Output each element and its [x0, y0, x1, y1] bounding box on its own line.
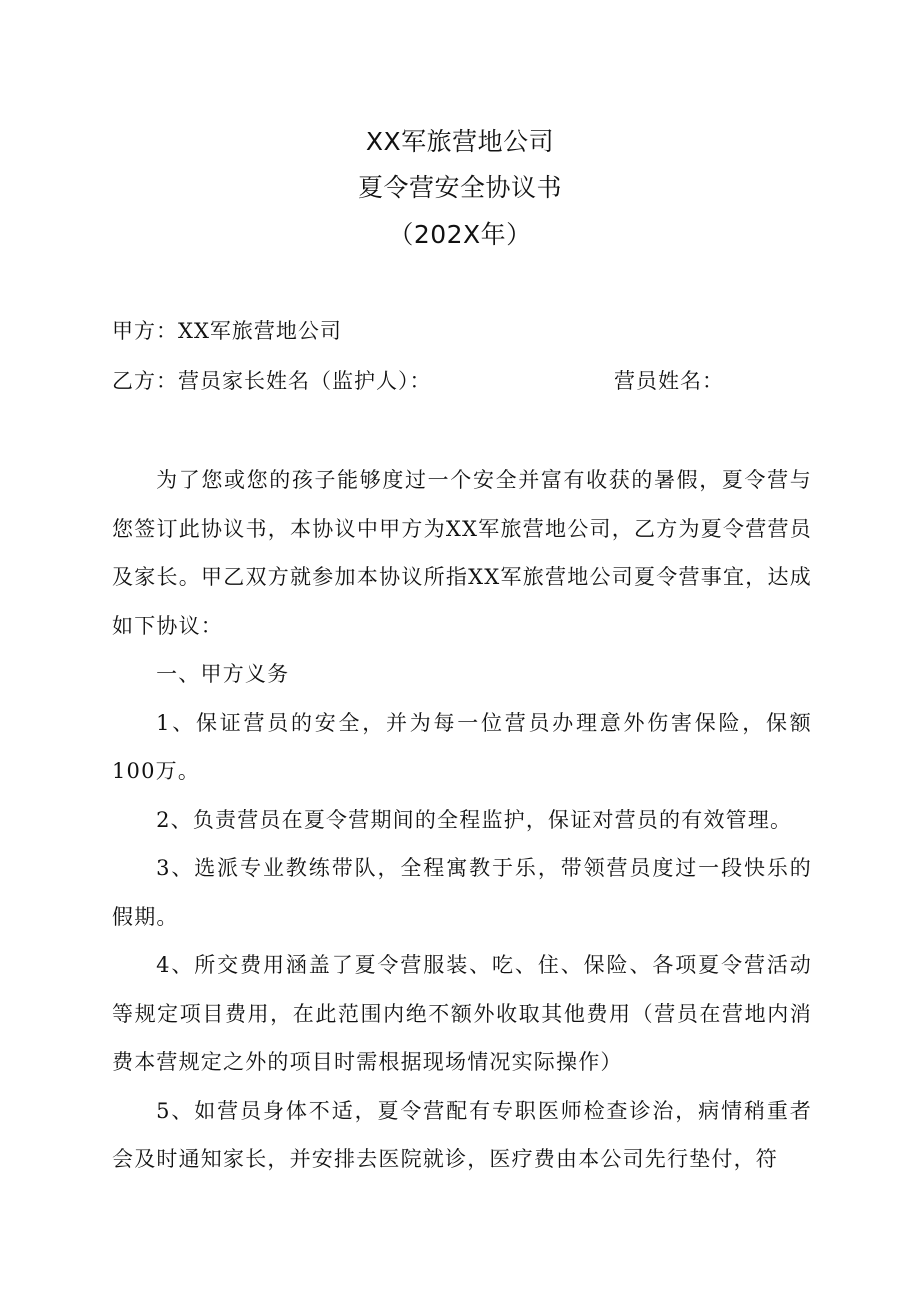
- document-title-agreement: 夏令营安全协议书: [357, 173, 562, 202]
- party-b-guardian-line: 乙方：营员家长姓名（监护人）：: [112, 369, 432, 393]
- party-b-camper-name-label: 营员姓名：: [614, 369, 724, 393]
- document-title-year: （202X年）: [388, 220, 532, 249]
- document-title-company: XX军旅营地公司: [365, 127, 555, 156]
- clause-1: 1、保证营员的安全，并为每一位营员办理意外伤害保险，保额100万。: [112, 710, 812, 783]
- clause-2: 2、负责营员在夏令营期间的全程监护，保证对营员的有效管理。: [156, 807, 793, 832]
- agreement-body: [112, 456, 812, 1184]
- clause-3: 3、选派专业教练带队，全程寓教于乐，带领营员度过一段快乐的假期。: [112, 856, 812, 929]
- intro-paragraph: 为了您或您的孩子能够度过一个安全并富有收获的暑假，夏令营与您签订此协议书，本协议中甲方为XX军旅营地公司，乙方为夏令营营员及家长。甲乙双方就参加本协议所指XX军旅营地公司夏令营事宜，达成如下协议：: [112, 468, 812, 638]
- party-a-line: 甲方：XX军旅营地公司: [112, 319, 342, 343]
- clause-5: 5、如营员身体不适，夏令营配有专职医师检查诊治，病情稍重者会及时通知家长，并安排去医院就诊，医疗费由本公司先行垫付，符: [112, 1098, 812, 1171]
- section-heading-party-a-duties: 一、甲方义务: [156, 662, 290, 686]
- clause-4: 4、所交费用涵盖了夏令营服装、吃、住、保险、各项夏令营活动等规定项目费用，在此范围内绝不额外收取其他费用（营员在营地内消费本营规定之外的项目时需根据现场情况实际操作）: [112, 953, 812, 1074]
